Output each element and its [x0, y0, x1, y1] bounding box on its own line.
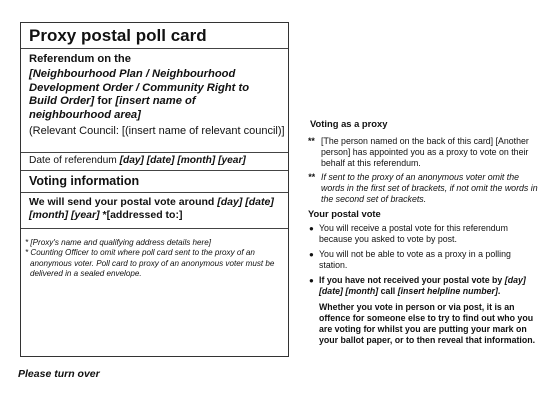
date-value: [day] [date] [month] [year] [119, 155, 246, 166]
double-asterisk: ** [308, 172, 315, 182]
note-counting-officer: * Counting Officer to omit where poll card sent to the proxy of an anonymous voter. Poll card to proxy of an anonymous voter must be delivered in a sealed envelope. [25, 248, 275, 279]
voting-as-proxy-heading: Voting as a proxy [310, 118, 388, 129]
double-asterisk: ** [308, 136, 315, 146]
proxy-info-column [308, 118, 540, 346]
referendum-type: [Neighbourhood Plan / Neighbourhood Development Order / Community Right to Build Order] [29, 68, 250, 108]
referendum-date [21, 153, 288, 171]
bullet-receive-postal-vote: ● You will receive a postal vote for this referendum because you asked to vote by post. [309, 223, 508, 244]
bullet-icon: ● [309, 250, 314, 259]
bullet-helpline: ● If you have not received your postal vote by [day] [date] [month] call [insert helpline number]. [309, 275, 526, 296]
helpline-number: [insert helpline number] [397, 286, 498, 296]
please-turn-over: Please turn over [18, 368, 100, 380]
your-postal-vote-heading: Your postal vote [308, 208, 381, 219]
anonymous-voter-note: ** If sent to the proxy of an anonymous voter omit the words in the first set of brackets, if not omit the words in the second set of brackets. [308, 172, 538, 204]
helpline-date: [day] [date] [month] [319, 275, 526, 296]
relevant-council: (Relevant Council: [(insert name of relevant council)] [29, 125, 285, 138]
postal-vote-dispatch [21, 193, 288, 229]
neighbourhood-area: [insert name of neighbourhood area] [29, 95, 196, 121]
card-title: Proxy postal poll card [21, 23, 288, 49]
send-suffix: *[addressed to:] [99, 209, 183, 221]
date-label: Date of referendum [29, 155, 120, 166]
card-notes [21, 229, 288, 280]
voting-information-heading: Voting information [21, 171, 288, 193]
referendum-heading: Referendum on the [29, 53, 131, 65]
referendum-for: for [94, 95, 116, 108]
referendum-section [21, 49, 288, 153]
referendum-description [29, 68, 280, 122]
send-date: [day] [date] [month] [year] [29, 196, 274, 221]
bullet-icon: ● [309, 224, 314, 233]
send-prefix: We will send your postal vote around [29, 196, 218, 208]
bullet-icon: ● [309, 276, 314, 285]
proxy-appointment-text: ** [The person named on the back of this card] [Another person] has appointed you as a proxy to vote on their behalf at this referendum. [308, 136, 529, 168]
offence-warning: Whether you vote in person or via post, it is an offence for someone else to try to find out who you are voting for whilst you are putting your mark on your ballot paper, or to then reveal that information. [319, 302, 536, 345]
bullet-no-polling-station: ● You will not be able to vote as a proxy in a polling station. [309, 249, 511, 270]
note-proxy-address: * [Proxy's name and qualifying address details here] [25, 238, 212, 247]
poll-card [20, 22, 289, 357]
